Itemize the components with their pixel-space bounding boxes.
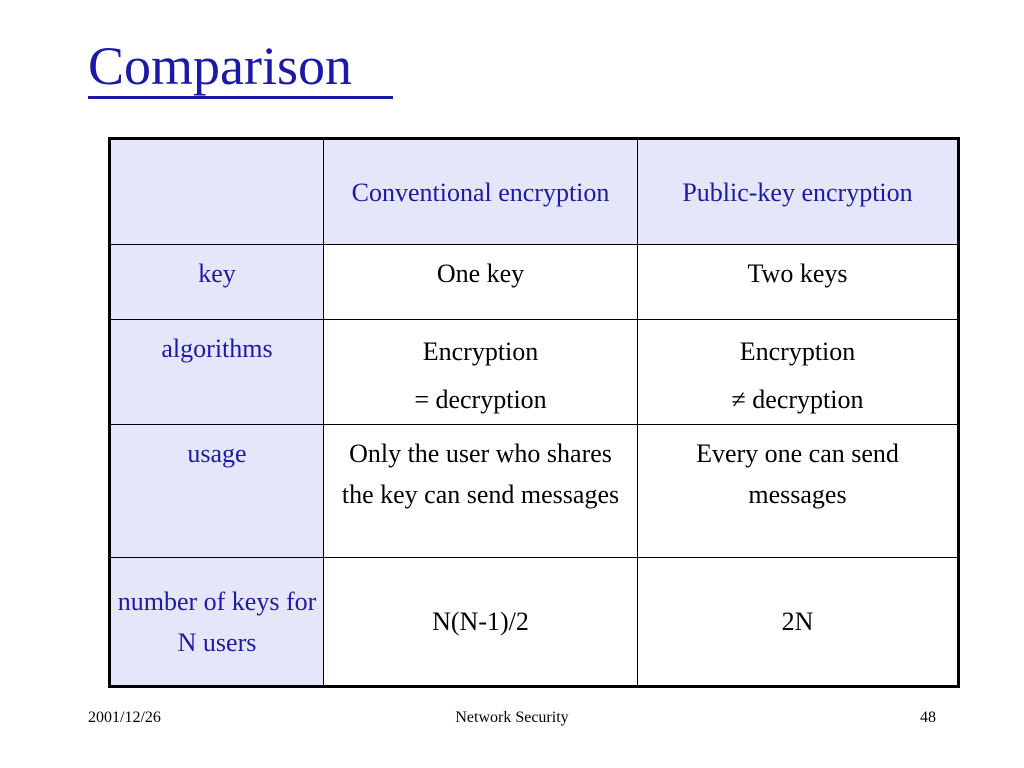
algorithms-conventional-line-1: Encryption (422, 337, 539, 366)
table-header-row (110, 139, 959, 245)
cell-key-public-key: Two keys (638, 245, 959, 320)
cell-number-conventional: N(N-1)/2 (324, 558, 638, 687)
table-row (110, 320, 959, 425)
table-row (110, 425, 959, 558)
cell-usage-conventional: Only the user who shares the key can send messages (324, 425, 638, 558)
table-row (110, 245, 959, 320)
algorithms-conventional-line-2: = decryption (414, 385, 547, 414)
footer-title: Network Security (455, 709, 569, 726)
cell-algorithms-conventional (324, 320, 638, 425)
row-label-key: key (110, 245, 324, 320)
comparison-table (108, 137, 960, 688)
footer-page-number: 48 (920, 709, 936, 726)
title-underline (88, 96, 393, 99)
row-label-usage: usage (110, 425, 324, 558)
header-public-key-encryption: Public-key encryption (638, 139, 959, 245)
header-conventional-encryption: Conventional encryption (324, 139, 638, 245)
cell-key-conventional: One key (324, 245, 638, 320)
footer-date: 2001/12/26 (88, 709, 161, 726)
algorithms-public-key-line-1: Encryption (739, 337, 856, 366)
header-cell-empty (110, 139, 324, 245)
row-label-algorithms: algorithms (110, 320, 324, 425)
cell-usage-public-key: Every one can send messages (638, 425, 959, 558)
cell-number-public-key: 2N (638, 558, 959, 687)
row-label-number-of-keys: number of keys for N users (110, 558, 324, 687)
cell-algorithms-public-key (638, 320, 959, 425)
table-row (110, 558, 959, 687)
slide-title: Comparison (88, 36, 352, 96)
algorithms-public-key-line-2: ≠ decryption (731, 385, 864, 414)
